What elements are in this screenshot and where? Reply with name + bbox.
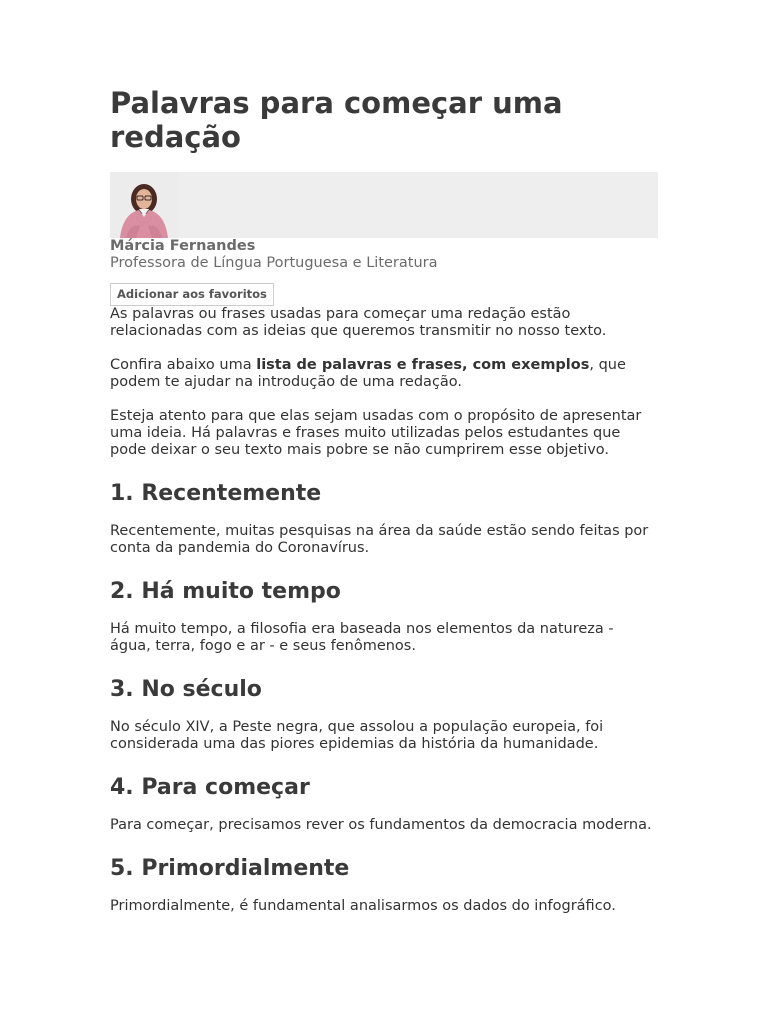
section-heading: 1. Recentemente [110,481,322,506]
section-text: Para começar, precisamos rever os fundamentos da democracia moderna. [110,817,652,833]
section-text: No século XIV, a Peste negra, que assolou a população europeia, foi considerada uma das piores epidemias da história da humanidade. [110,719,604,752]
section-text: Há muito tempo, a filosofia era baseada nos elementos da natureza - água, terra, fogo e ar - e seus fenômenos. [110,621,614,654]
section-text: Recentemente, muitas pesquisas na área da saúde estão sendo feitas por conta da pandemia do Coronavírus. [110,523,649,556]
section-heading: 2. Há muito tempo [110,579,341,604]
esteja-paragraph: Esteja atento para que elas sejam usadas com o propósito de apresentar uma ideia. Há palavras e frases muito utilizadas pelos estudantes que pode deixar o seu texto mais pobre se não cumprirem esse objetivo. [110,408,642,458]
section-heading: 3. No século [110,677,262,702]
section-heading: 5. Primordialmente [110,856,350,881]
confira-text-after: , que podem te ajudar na introdução de uma redação. [110,357,626,390]
author-name[interactable]: Márcia Fernandes [110,238,256,254]
add-to-favorites-button[interactable]: Adicionar aos favoritos [110,283,274,306]
article-title: Palavras para começar uma redação [110,86,563,154]
section-text: Primordialmente, é fundamental analisarmos os dados do infográfico. [110,898,616,914]
section-heading: 4. Para começar [110,775,310,800]
author-portrait-icon [110,172,178,238]
author-role: Professora de Língua Portuguesa e Literatura [110,255,438,271]
intro-paragraph: As palavras ou frases usadas para começar uma redação estão relacionadas com as ideias que queremos transmitir no nosso texto. [110,306,607,339]
confira-text-before: Confira abaixo uma [110,357,257,373]
confira-paragraph [110,357,658,391]
article [110,86,658,915]
author-avatar[interactable] [110,172,178,238]
confira-bold-link: lista de palavras e frases, com exemplos [256,357,590,373]
author-banner [110,172,658,238]
